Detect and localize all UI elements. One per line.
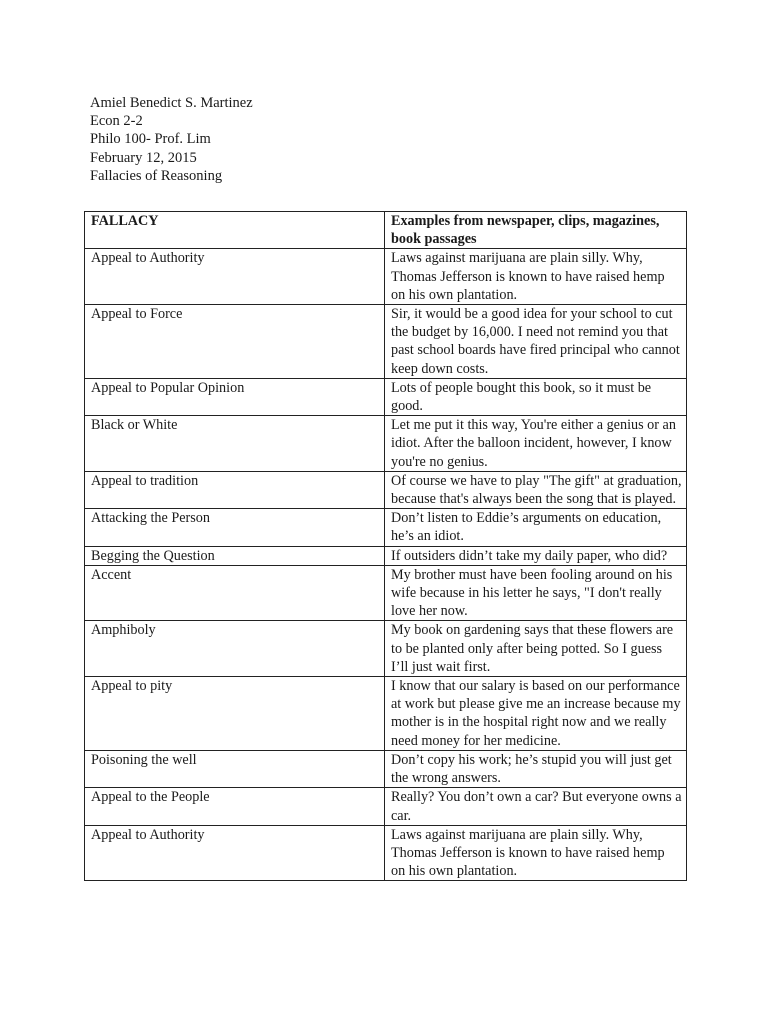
fallacy-cell: Appeal to Popular Opinion bbox=[85, 378, 385, 415]
fallacy-cell: Black or White bbox=[85, 416, 385, 472]
fallacy-cell: Attacking the Person bbox=[85, 509, 385, 546]
example-cell: Let me put it this way, You're either a genius or an idiot. After the balloon incident, however, I know you're no genius. bbox=[385, 416, 687, 472]
document-header bbox=[90, 94, 253, 185]
fallacy-cell: Amphiboly bbox=[85, 621, 385, 677]
table-row bbox=[85, 565, 687, 621]
table-header-row bbox=[85, 212, 687, 249]
fallacy-cell: Appeal to Authority bbox=[85, 249, 385, 305]
table-row bbox=[85, 677, 687, 751]
example-cell: Sir, it would be a good idea for your school to cut the budget by 16,000. I need not remind you that past school boards have fired principal who cannot keep down costs. bbox=[385, 305, 687, 379]
fallacies-table bbox=[84, 211, 687, 881]
column-header-fallacy: FALLACY bbox=[85, 212, 385, 249]
table-row bbox=[85, 305, 687, 379]
example-cell: Really? You don’t own a car? But everyone owns a car. bbox=[385, 788, 687, 825]
table-row bbox=[85, 750, 687, 787]
table-row bbox=[85, 249, 687, 305]
class-section: Econ 2-2 bbox=[90, 113, 143, 130]
example-cell: Don’t copy his work; he’s stupid you will just get the wrong answers. bbox=[385, 750, 687, 787]
document-topic: Fallacies of Reasoning bbox=[90, 167, 223, 184]
table-row bbox=[85, 621, 687, 677]
table-row bbox=[85, 471, 687, 508]
example-cell: Laws against marijuana are plain silly. Why, Thomas Jefferson is known to have raised hemp on his own plantation. bbox=[385, 825, 687, 881]
table-row bbox=[85, 378, 687, 415]
example-cell: My brother must have been fooling around on his wife because in his letter he says, "I don't really love her now. bbox=[385, 565, 687, 621]
example-cell: My book on gardening says that these flowers are to be planted only after being potted. So I guess I’ll just wait first. bbox=[385, 621, 687, 677]
document-date: February 12, 2015 bbox=[90, 149, 197, 166]
table-row bbox=[85, 416, 687, 472]
fallacy-cell: Appeal to pity bbox=[85, 677, 385, 751]
example-cell: If outsiders didn’t take my daily paper, who did? bbox=[385, 546, 687, 565]
fallacy-cell: Poisoning the well bbox=[85, 750, 385, 787]
column-header-examples: Examples from newspaper, clips, magazines, book passages bbox=[385, 212, 687, 249]
table-row bbox=[85, 546, 687, 565]
example-cell: Of course we have to play "The gift" at graduation, because that's always been the song that is played. bbox=[385, 471, 687, 508]
fallacy-cell: Begging the Question bbox=[85, 546, 385, 565]
course-name: Philo 100- Prof. Lim bbox=[90, 131, 211, 148]
fallacy-cell: Appeal to the People bbox=[85, 788, 385, 825]
example-cell: Don’t listen to Eddie’s arguments on education, he’s an idiot. bbox=[385, 509, 687, 546]
fallacy-cell: Appeal to Authority bbox=[85, 825, 385, 881]
example-cell: Lots of people bought this book, so it must be good. bbox=[385, 378, 687, 415]
table-row bbox=[85, 509, 687, 546]
table-row bbox=[85, 788, 687, 825]
author-name: Amiel Benedict S. Martinez bbox=[90, 95, 253, 111]
table-row bbox=[85, 825, 687, 881]
fallacy-cell: Appeal to tradition bbox=[85, 471, 385, 508]
fallacy-cell: Accent bbox=[85, 565, 385, 621]
example-cell: Laws against marijuana are plain silly. Why, Thomas Jefferson is known to have raised hemp on his own plantation. bbox=[385, 249, 687, 305]
example-cell: I know that our salary is based on our performance at work but please give me an increase because my mother is in the hospital right now and we really need money for her medicine. bbox=[385, 677, 687, 751]
fallacy-cell: Appeal to Force bbox=[85, 305, 385, 379]
